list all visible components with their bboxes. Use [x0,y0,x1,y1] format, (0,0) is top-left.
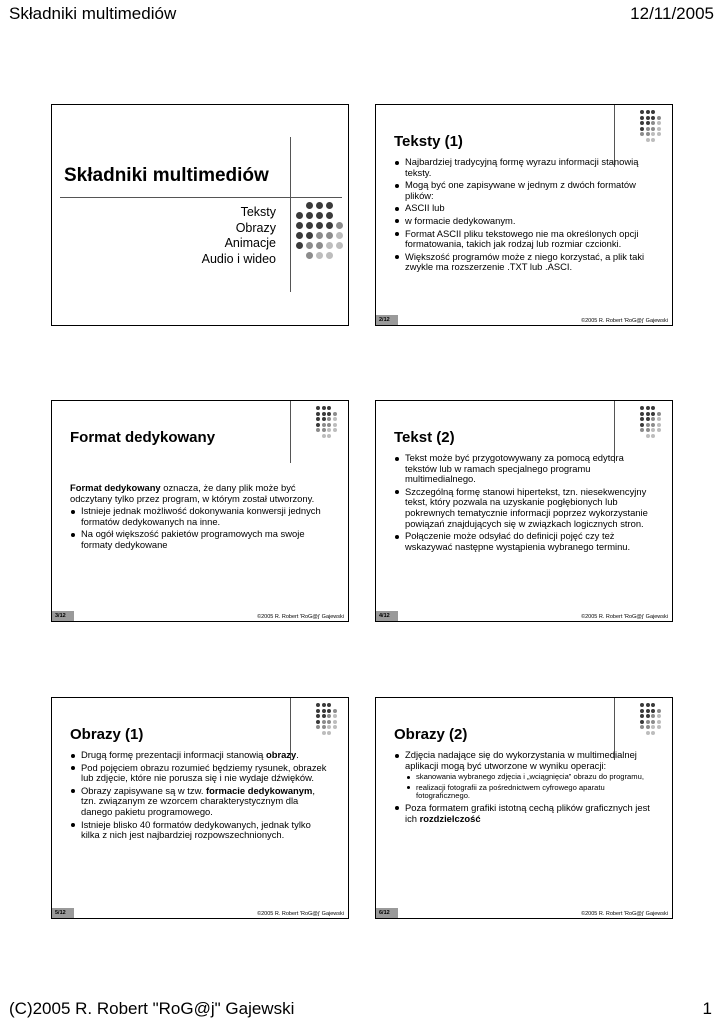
slide-number: 5/12 [52,908,74,918]
decorative-dot [296,222,303,229]
decorative-dot [333,406,337,410]
decorative-dot [346,212,349,219]
decorative-dot [646,121,650,125]
bullet-text: Obrazy zapisywane są w tzw. [81,784,207,796]
decorative-dot [296,252,303,259]
bullet-item: Na ogół większość pakietów programowych ma swoje formaty dedykowane [70,529,332,550]
decorative-dot [651,423,655,427]
decorative-dot [640,116,644,120]
slide-3 [51,400,349,622]
decorative-dot [333,428,337,432]
decorative-dot [346,202,349,209]
slide-4 [375,400,673,622]
decorative-dot [322,417,326,421]
decorative-dot [640,725,644,729]
bullet-item: Połączenie może odsyłać do definicji pojęć czy też wskazywać następne wystąpienia wybranego terminu. [394,531,656,552]
decorative-dot [651,138,655,142]
slide-copyright: ©2005 R. Robert 'RoG@j' Gajewski [581,318,668,324]
slide-title: Tekst (2) [394,429,455,446]
decorative-dot [640,709,644,713]
decorative-dot [316,406,320,410]
topic-item: Obrazy [235,220,276,235]
decorative-dot [322,703,326,707]
decorative-dot [657,423,661,427]
decorative-dot [657,412,661,416]
page-footer-copyright: (C)2005 R. Robert "RoG@j" Gajewski [9,999,295,1018]
decorative-dot [651,703,655,707]
decorative-dot-grid [316,703,337,735]
decorative-dot [296,242,303,249]
decorative-dot [322,709,326,713]
decorative-dot [640,406,644,410]
page-header-title: Składniki multimediów [9,4,177,23]
bullet-text: Drugą formę prezentacji informacji stanowią [81,749,266,760]
decorative-dot [333,720,337,724]
topic-list [202,205,276,267]
decorative-dot [322,428,326,432]
decorative-dot [316,232,323,239]
decorative-dot [657,406,661,410]
slide-body [394,750,656,826]
decorative-dot [333,412,337,416]
slide-body [394,157,656,275]
decorative-dot [306,222,313,229]
decorative-dot [327,725,331,729]
decorative-dot [327,703,331,707]
decorative-dot [322,423,326,427]
bullet-item: Większość programów może z niego korzystać, a plik taki zwykle ma rozszerzenie .TXT lub .ASCI. [394,252,656,273]
decorative-dot-grid [640,406,661,438]
slide-title: Obrazy (2) [394,726,468,743]
sub-bullet-item: skanowania wybranego zdjęcia i „wciągnięcia” obrazu do programu, [394,773,656,782]
decorative-dot [327,714,331,718]
decorative-dot [296,202,303,209]
decorative-dot [316,212,323,219]
decorative-dot [651,428,655,432]
page-number: 1 [702,999,712,1018]
slide-title: Format dedykowany [70,429,216,446]
decorative-dot [646,417,650,421]
decorative-dot [651,406,655,410]
decorative-dot [651,116,655,120]
bullet-item: Najbardziej tradycyjną formę wyrazu informacji stanowią teksty. [394,157,656,178]
bullet-item [394,803,656,824]
decorative-dot [646,428,650,432]
decorative-dot [640,731,644,735]
decorative-dot [306,202,313,209]
decorative-dot [640,121,644,125]
slide-number: 2/12 [376,315,398,325]
decorative-dot [646,127,650,131]
divider-vertical [290,137,291,292]
slide-copyright: ©2005 R. Robert 'RoG@j' Gajewski [581,911,668,917]
decorative-dot [306,212,313,219]
decorative-dot [657,116,661,120]
decorative-dot [327,423,331,427]
decorative-dot [322,714,326,718]
decorative-dot [640,412,644,416]
bullet-item: Szczególną formę stanowi hipertekst, tzn. niesekwencyjny tekst, który pozwala na uzyskanie pogłębionych lub pokrewnych tematycznie informacji poprzez wykorzystanie powiązań znajdujących się w związkach logicznych stron. [394,487,656,529]
decorative-dot [326,202,333,209]
decorative-dot [640,138,644,142]
slide-copyright: ©2005 R. Robert 'RoG@j' Gajewski [257,614,344,620]
decorative-dot [306,232,313,239]
decorative-dot [316,423,320,427]
decorative-dot [657,110,661,114]
decorative-dot [651,412,655,416]
decorative-dot [306,252,313,259]
decorative-dot [336,222,343,229]
bullet-emphasis: obrazy [265,749,297,760]
slide-body [70,750,332,843]
decorative-dot [640,434,644,438]
bullet-item: Zdjęcia nadające się do wykorzystania w multimedialnej aplikacji mogą być utworzone w wyniku operacji: [394,750,656,771]
decorative-dot [657,417,661,421]
slide-copyright: ©2005 R. Robert 'RoG@j' Gajewski [581,614,668,620]
decorative-dot [333,434,337,438]
decorative-dot-grid [640,110,661,142]
decorative-dot [646,116,650,120]
sub-bullet-item: realizacji fotografii za pośrednictwem cyfrowego aparatu fotograficznego. [394,784,656,801]
slide-number: 4/12 [376,611,398,621]
slide-number: 3/12 [52,611,74,621]
bullet-item: Istnieje blisko 40 formatów dedykowanych, jednak tylko kilka z nich jest najbardziej rozpowszechnionych. [70,820,332,841]
decorative-dot [327,406,331,410]
slide-number: 6/12 [376,908,398,918]
decorative-dot [646,132,650,136]
decorative-dot [651,127,655,131]
decorative-dot [646,138,650,142]
decorative-dot [657,434,661,438]
bullet-text: Poza formatem grafiki istotną cechą plików graficznych jest ich [405,801,650,824]
decorative-dot [640,132,644,136]
decorative-dot [640,714,644,718]
bullet-item [70,750,332,761]
decorative-dot [651,434,655,438]
decorative-dot [640,423,644,427]
slide-title: Składniki multimediów [64,165,269,186]
decorative-dot [336,242,343,249]
decorative-dot [327,417,331,421]
decorative-dot [646,406,650,410]
decorative-dot [316,731,320,735]
decorative-dot [640,428,644,432]
decorative-dot [640,110,644,114]
decorative-dot [333,703,337,707]
decorative-dot [327,720,331,724]
decorative-dot [296,232,303,239]
decorative-dot [336,252,343,259]
decorative-dot [646,703,650,707]
topic-item: Animacje [224,236,276,250]
decorative-dot [657,138,661,142]
decorative-dot [326,212,333,219]
decorative-dot [346,232,349,239]
decorative-dot [657,714,661,718]
lead-term: Format dedykowany [70,482,161,493]
decorative-dot [316,242,323,249]
decorative-dot [316,725,320,729]
decorative-dot [640,417,644,421]
decorative-dot [640,703,644,707]
decorative-dot [657,127,661,131]
decorative-dot [322,725,326,729]
decorative-dot [322,434,326,438]
decorative-dot [657,720,661,724]
decorative-dot [657,731,661,735]
bullet-item: Tekst może być przygotowywany za pomocą edytora tekstów lub w ramach specjalnego programu multimedialnego. [394,453,656,485]
slide-copyright: ©2005 R. Robert 'RoG@j' Gajewski [257,911,344,917]
decorative-dot [322,720,326,724]
decorative-dot-grid [316,406,337,438]
bullet-item: Format ASCII pliku tekstowego nie ma określonych opcji formatowania, takich jak rodzaj lub rozmiar czcionki. [394,229,656,250]
decorative-dot [651,709,655,713]
decorative-dot [322,731,326,735]
decorative-dot [316,703,320,707]
bullet-text: , tzn. związanym ze wzorcem charakterystycznym dla danego pakietu programowego. [81,784,315,817]
decorative-dot [651,725,655,729]
slide-5 [51,697,349,919]
decorative-dot [646,714,650,718]
decorative-dot [346,252,349,259]
bullet-item [70,786,332,818]
bullet-item: ASCII lub [394,203,656,214]
decorative-dot [651,110,655,114]
decorative-dot [336,202,343,209]
decorative-dot [327,412,331,416]
decorative-dot [327,709,331,713]
slide-title: Obrazy (1) [70,726,144,743]
lead-text: oznacza, że dany plik może być odczytany tylko przez program, w którym został utworzony. [70,482,315,504]
decorative-dot [316,417,320,421]
decorative-dot [316,720,320,724]
decorative-dot [657,428,661,432]
topic-item: Audio i wideo [201,251,276,266]
decorative-dot [326,222,333,229]
decorative-dot [336,212,343,219]
decorative-dot [646,731,650,735]
decorative-dot [651,132,655,136]
decorative-dot [322,406,326,410]
decorative-dot [316,709,320,713]
decorative-dot [316,714,320,718]
decorative-dot [657,703,661,707]
decorative-dot [640,127,644,131]
bullet-item: Mogą być one zapisywane w jednym z dwóch formatów plików: [394,180,656,201]
decorative-dot [316,434,320,438]
decorative-dot [306,242,313,249]
slide-6 [375,697,673,919]
divider-vertical [290,401,291,463]
decorative-dot [327,434,331,438]
decorative-dot [333,423,337,427]
slide-title: Teksty (1) [394,133,463,150]
lead-paragraph [70,483,332,504]
decorative-dot [333,714,337,718]
decorative-dot [316,202,323,209]
decorative-dot [336,232,343,239]
decorative-dot [651,714,655,718]
bullet-emphasis: rozdzielczość [419,812,481,824]
decorative-dot [651,731,655,735]
decorative-dot [316,222,323,229]
decorative-dot [326,242,333,249]
bullet-text: . [296,749,299,760]
decorative-dot [333,725,337,729]
slide-body [394,453,656,554]
topic-item: Teksty [240,205,276,219]
decorative-dot [327,428,331,432]
decorative-dot [333,709,337,713]
decorative-dot-grid [640,703,661,735]
decorative-dot [327,731,331,735]
slide-2 [375,104,673,326]
slide-body [70,483,332,553]
decorative-dot [346,222,349,229]
decorative-dot [646,412,650,416]
decorative-dot [326,252,333,259]
decorative-dot [646,110,650,114]
decorative-dot [322,412,326,416]
decorative-dot [646,720,650,724]
decorative-dot [651,121,655,125]
decorative-dot [316,252,323,259]
decorative-dot [316,412,320,416]
decorative-dot [333,731,337,735]
decorative-dot [646,709,650,713]
decorative-dot [657,121,661,125]
decorative-dot [657,709,661,713]
decorative-dot [346,242,349,249]
bullet-item: Istnieje jednak możliwość dokonywania konwersji jednych formatów dedykowanych na inne. [70,506,332,527]
decorative-dot [651,417,655,421]
decorative-dot [640,720,644,724]
decorative-dot [646,725,650,729]
slide-1 [51,104,349,326]
bullet-item: Pod pojęciem obrazu rozumieć będziemy rysunek, obrazek lub zdjęcie, które nie porusza się i nie wydaje dźwięków. [70,763,332,784]
divider-horizontal [60,197,342,198]
decorative-dot [651,720,655,724]
decorative-dot [657,132,661,136]
decorative-dot [333,417,337,421]
decorative-dot-grid [296,202,349,259]
decorative-dot [296,212,303,219]
decorative-dot [646,423,650,427]
decorative-dot [646,434,650,438]
decorative-dot [326,232,333,239]
bullet-item: w formacie dedykowanym. [394,216,656,227]
decorative-dot [657,725,661,729]
bullet-emphasis: formacie dedykowanym [206,784,313,796]
page-header-date: 12/11/2005 [630,4,714,23]
decorative-dot [316,428,320,432]
